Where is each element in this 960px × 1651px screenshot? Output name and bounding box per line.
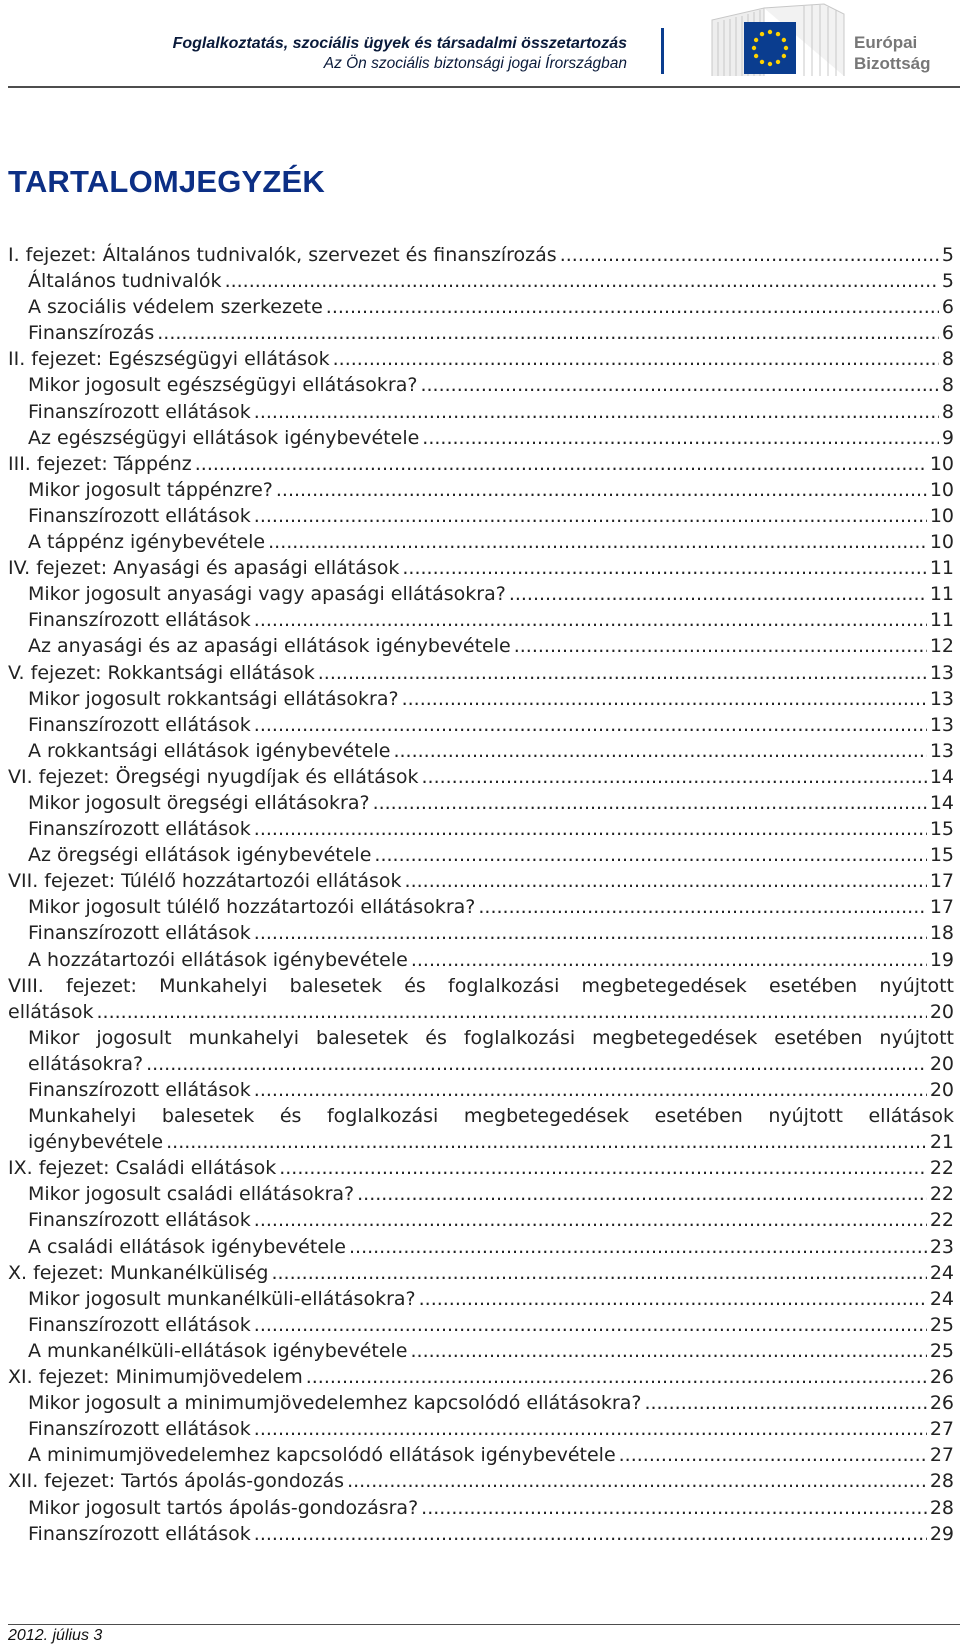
toc-page-number: 26 [927,1364,954,1390]
toc-page-number: 24 [927,1260,954,1286]
toc-entry-title: Finanszírozott ellátások [28,1313,251,1336]
toc-dot-leader [560,244,954,266]
toc-dot-leader [347,1470,954,1492]
toc-section-entry[interactable] [8,686,954,712]
toc-section-entry[interactable] [8,920,954,946]
toc-page-number: 8 [939,346,954,372]
toc-dot-leader [254,609,954,631]
toc-entry-title: Finanszírozott ellátások [28,1209,251,1232]
toc-section-entry[interactable] [8,790,954,816]
toc-page-number: 19 [927,947,954,973]
toc-page-number: 11 [927,581,954,607]
toc-section-entry[interactable] [8,581,954,607]
toc-page-number: 29 [927,1521,954,1547]
toc-entry-title: X. fejezet: Munkanélküliség [8,1261,269,1284]
toc-dot-leader [254,1079,954,1101]
toc-page-number: 20 [927,1077,954,1103]
toc-dot-leader [405,870,954,892]
toc-entry-title: Általános tudnivalók [28,270,222,293]
toc-page-number: 13 [927,686,954,712]
toc-section-entry[interactable] [8,268,954,294]
toc-dot-leader [276,479,954,501]
header-divider [661,28,664,74]
toc-entry-title: Finanszírozott ellátások [28,818,251,841]
toc-entry-title: VIII. fejezet: Munkahelyi balesetek és foglalkozási megbetegedések esetében nyújtott ellátások [8,974,954,1023]
toc-page-number: 5 [939,268,954,294]
toc-entry-title: Mikor jogosult túlélő hozzátartozói ellátásokra? [28,896,476,919]
toc-page-number: 22 [927,1155,954,1181]
org-name-line1: Európai [854,33,918,52]
toc-dot-leader [146,1053,954,1075]
toc-entry-title: Az egészségügyi ellátások igénybevétele [28,426,420,449]
toc-page-number: 23 [927,1234,954,1260]
toc-entry-title: A táppénz igénybevétele [28,531,266,554]
toc-page-number: 13 [927,712,954,738]
toc-dot-leader [254,714,954,736]
toc-entry-title: Finanszírozott ellátások [28,1079,251,1101]
toc-section-entry[interactable] [8,842,954,868]
toc-section-entry[interactable] [8,477,954,503]
toc-entry-title: A munkanélküli-ellátások igénybevétele [28,1339,408,1362]
toc-entry-title: A rokkantsági ellátások igénybevétele [28,739,391,762]
toc-section-entry[interactable] [8,1442,954,1468]
toc-page-number: 20 [927,1051,954,1077]
toc-title: TARTALOMJEGYZÉK [8,164,326,199]
toc-entry-title: III. fejezet: Táppénz [8,452,192,475]
toc-section-entry[interactable] [8,947,954,973]
toc-dot-leader [271,1262,954,1284]
toc-chapter-entry[interactable] [8,346,954,372]
toc-dot-leader [374,844,954,866]
toc-page-number: 10 [927,503,954,529]
toc-dot-leader [509,583,954,605]
toc-dot-leader [306,1366,954,1388]
toc-section-entry[interactable] [8,1181,954,1207]
european-commission-logo-text [854,32,931,74]
footer-rule [8,1624,960,1625]
toc-entry-title: Mikor jogosult rokkantsági ellátásokra? [28,687,399,710]
toc-page-number: 11 [927,607,954,633]
toc-page-number: 22 [927,1181,954,1207]
toc-section-entry[interactable] [8,712,954,738]
toc-page-number: 14 [927,764,954,790]
toc-dot-leader [166,1131,954,1153]
toc-section-entry[interactable] [8,320,954,346]
toc-dot-leader [195,453,954,475]
toc-page-number: 27 [927,1442,954,1468]
toc-page-number: 8 [939,372,954,398]
toc-page-number: 28 [927,1468,954,1494]
toc-chapter-entry[interactable] [8,1468,954,1494]
toc-entry-title: I. fejezet: Általános tudnivalók, szervezet és finanszírozás [8,244,557,266]
toc-section-entry[interactable] [8,607,954,633]
toc-entry-title: Mikor jogosult táppénzre? [28,478,273,501]
toc-section-entry[interactable] [8,503,954,529]
toc-page-number: 10 [927,451,954,477]
toc-page-number: 18 [927,920,954,946]
toc-page-number: 28 [927,1495,954,1521]
toc-page-number: 22 [927,1207,954,1233]
toc-page-number: 15 [927,842,954,868]
toc-dot-leader [333,348,954,370]
toc-dot-leader [402,688,954,710]
toc-entry-title: Finanszírozott ellátások [28,713,251,736]
toc-entry-title: Munkahelyi balesetek és foglalkozási megbetegedések esetében nyújtott ellátások igénybevétele [28,1105,954,1154]
toc-entry-title: Az anyasági és az apasági ellátások igénybevétele [28,635,511,658]
toc-chapter-entry[interactable] [8,1260,954,1286]
toc-dot-leader [97,1001,954,1023]
toc-dot-leader [254,1314,954,1336]
toc-page-number: 17 [927,894,954,920]
page-header [0,0,960,88]
toc-section-entry[interactable] [8,738,954,764]
toc-section-entry[interactable] [8,816,954,842]
toc-section-entry[interactable] [8,1390,954,1416]
toc-entry-title: Az öregségi ellátások igénybevétele [28,844,372,867]
toc-page-number: 10 [927,477,954,503]
toc-chapter-entry[interactable] [8,1364,954,1390]
toc-dot-leader [349,1236,954,1258]
toc-dot-leader [318,662,954,684]
toc-dot-leader [411,949,954,971]
toc-dot-leader [326,296,954,318]
toc-entry-title: VI. fejezet: Öregségi nyugdíjak és ellátások [8,765,419,788]
toc-dot-leader [254,922,954,944]
toc-dot-leader [514,635,954,657]
toc-page-number: 21 [927,1129,954,1155]
toc-dot-leader [254,1523,954,1545]
toc-section-entry[interactable] [8,1286,954,1312]
toc-section-entry[interactable] [8,1416,954,1442]
toc-page-number: 17 [927,868,954,894]
toc-chapter-entry[interactable] [8,973,954,1025]
header-rule [8,86,960,88]
toc-section-entry[interactable] [8,372,954,398]
toc-section-entry[interactable] [8,1234,954,1260]
toc-chapter-entry[interactable] [8,451,954,477]
toc-entry-title: XI. fejezet: Minimumjövedelem [8,1366,303,1389]
toc-dot-leader [357,1183,954,1205]
toc-entry-title: A minimumjövedelemhez kapcsolódó ellátások igénybevétele [28,1444,616,1467]
toc-chapter-entry[interactable] [8,1155,954,1181]
toc-dot-leader [421,1497,954,1519]
toc-section-entry[interactable] [8,1312,954,1338]
toc-dot-leader [157,322,954,344]
table-of-contents [8,242,954,1547]
toc-dot-leader [421,766,954,788]
org-name-line2: Bizottság [854,54,931,73]
toc-page-number: 15 [927,816,954,842]
toc-page-number: 13 [927,660,954,686]
toc-section-entry[interactable] [8,1338,954,1364]
toc-page-number: 25 [927,1338,954,1364]
toc-section-entry[interactable] [8,399,954,425]
toc-dot-leader [619,1444,954,1466]
toc-section-entry[interactable] [8,1077,954,1103]
toc-entry-title: Mikor jogosult munkahelyi balesetek és foglalkozási megbetegedések esetében nyújtott ellátásokra? [28,1026,954,1075]
eu-flag-icon [744,22,796,74]
toc-dot-leader [393,740,954,762]
toc-entry-title: A szociális védelem szerkezete [28,296,323,319]
toc-entry-title: IX. fejezet: Családi ellátások [8,1157,277,1180]
toc-dot-leader [254,818,954,840]
toc-entry-title: Mikor jogosult öregségi ellátásokra? [28,791,370,814]
toc-entry-title: VII. fejezet: Túlélő hozzátartozói ellátások [8,870,402,893]
toc-section-entry[interactable] [8,894,954,920]
toc-section-entry[interactable] [8,294,954,320]
department-title: Foglalkoztatás, szociális ügyek és társadalmi összetartozás [172,35,627,52]
toc-dot-leader [478,896,954,918]
toc-entry-title: Finanszírozott ellátások [28,400,251,423]
toc-entry-title: Finanszírozott ellátások [28,922,251,945]
toc-page-number: 27 [927,1416,954,1442]
toc-page-number: 9 [939,425,954,451]
toc-dot-leader [279,1157,954,1179]
toc-page-number: 5 [939,242,954,268]
toc-entry-title: Mikor jogosult munkanélküli-ellátásokra? [28,1287,416,1310]
toc-entry-title: Mikor jogosult egészségügyi ellátásokra? [28,374,418,397]
toc-dot-leader [402,557,954,579]
toc-entry-title: XII. fejezet: Tartós ápolás-gondozás [8,1470,345,1493]
toc-page-number: 11 [927,555,954,581]
toc-page-number: 26 [927,1390,954,1416]
toc-page-number: 24 [927,1286,954,1312]
toc-dot-leader [254,505,954,527]
toc-chapter-entry[interactable] [8,868,954,894]
toc-dot-leader [373,792,954,814]
toc-page-number: 13 [927,738,954,764]
toc-dot-leader [422,427,954,449]
toc-dot-leader [419,1288,954,1310]
toc-page-number: 10 [927,529,954,555]
document-subtitle: Az Ön szociális biztonsági jogai Írországban [323,55,627,72]
toc-entry-title: Mikor jogosult családi ellátásokra? [28,1183,355,1206]
toc-section-entry[interactable] [8,1025,954,1077]
toc-chapter-entry[interactable] [8,555,954,581]
toc-entry-title: II. fejezet: Egészségügyi ellátások [8,348,330,371]
toc-dot-leader [225,270,954,292]
toc-section-entry[interactable] [8,1207,954,1233]
toc-entry-title: Finanszírozás [28,322,155,345]
toc-entry-title: Mikor jogosult anyasági vagy apasági ellátásokra? [28,583,506,606]
toc-dot-leader [254,1209,954,1231]
toc-page-number: 12 [927,633,954,659]
toc-section-entry[interactable] [8,529,954,555]
toc-page-number: 14 [927,790,954,816]
toc-dot-leader [644,1392,954,1414]
toc-section-entry[interactable] [8,1103,954,1155]
toc-section-entry[interactable] [8,425,954,451]
toc-page-number: 20 [927,999,954,1025]
toc-chapter-entry[interactable] [8,242,954,268]
toc-page-number: 25 [927,1312,954,1338]
toc-entry-title: Finanszírozott ellátások [28,1522,251,1545]
toc-dot-leader [420,374,954,396]
toc-page-number: 6 [939,320,954,346]
department-block [173,34,627,74]
toc-dot-leader [410,1340,954,1362]
toc-section-entry[interactable] [8,1521,954,1547]
toc-section-entry[interactable] [8,633,954,659]
toc-entry-title: Mikor jogosult a minimumjövedelemhez kapcsolódó ellátásokra? [28,1392,642,1415]
toc-dot-leader [268,531,954,553]
toc-page-number: 8 [939,399,954,425]
toc-entry-title: A családi ellátások igénybevétele [28,1235,346,1258]
toc-section-entry[interactable] [8,1495,954,1521]
footer-date-page: 2012. július 3 [8,1627,103,1644]
toc-entry-title: A hozzátartozói ellátások igénybevétele [28,948,408,971]
toc-chapter-entry[interactable] [8,764,954,790]
toc-entry-title: Finanszírozott ellátások [28,1418,251,1441]
toc-entry-title: IV. fejezet: Anyasági és apasági ellátások [8,557,400,580]
toc-entry-title: Finanszírozott ellátások [28,504,251,527]
toc-entry-title: V. fejezet: Rokkantsági ellátások [8,661,315,684]
toc-entry-title: Finanszírozott ellátások [28,609,251,632]
toc-chapter-entry[interactable] [8,660,954,686]
toc-dot-leader [254,401,954,423]
toc-entry-title: Mikor jogosult tartós ápolás-gondozásra? [28,1496,419,1519]
toc-page-number: 6 [939,294,954,320]
toc-dot-leader [254,1418,954,1440]
